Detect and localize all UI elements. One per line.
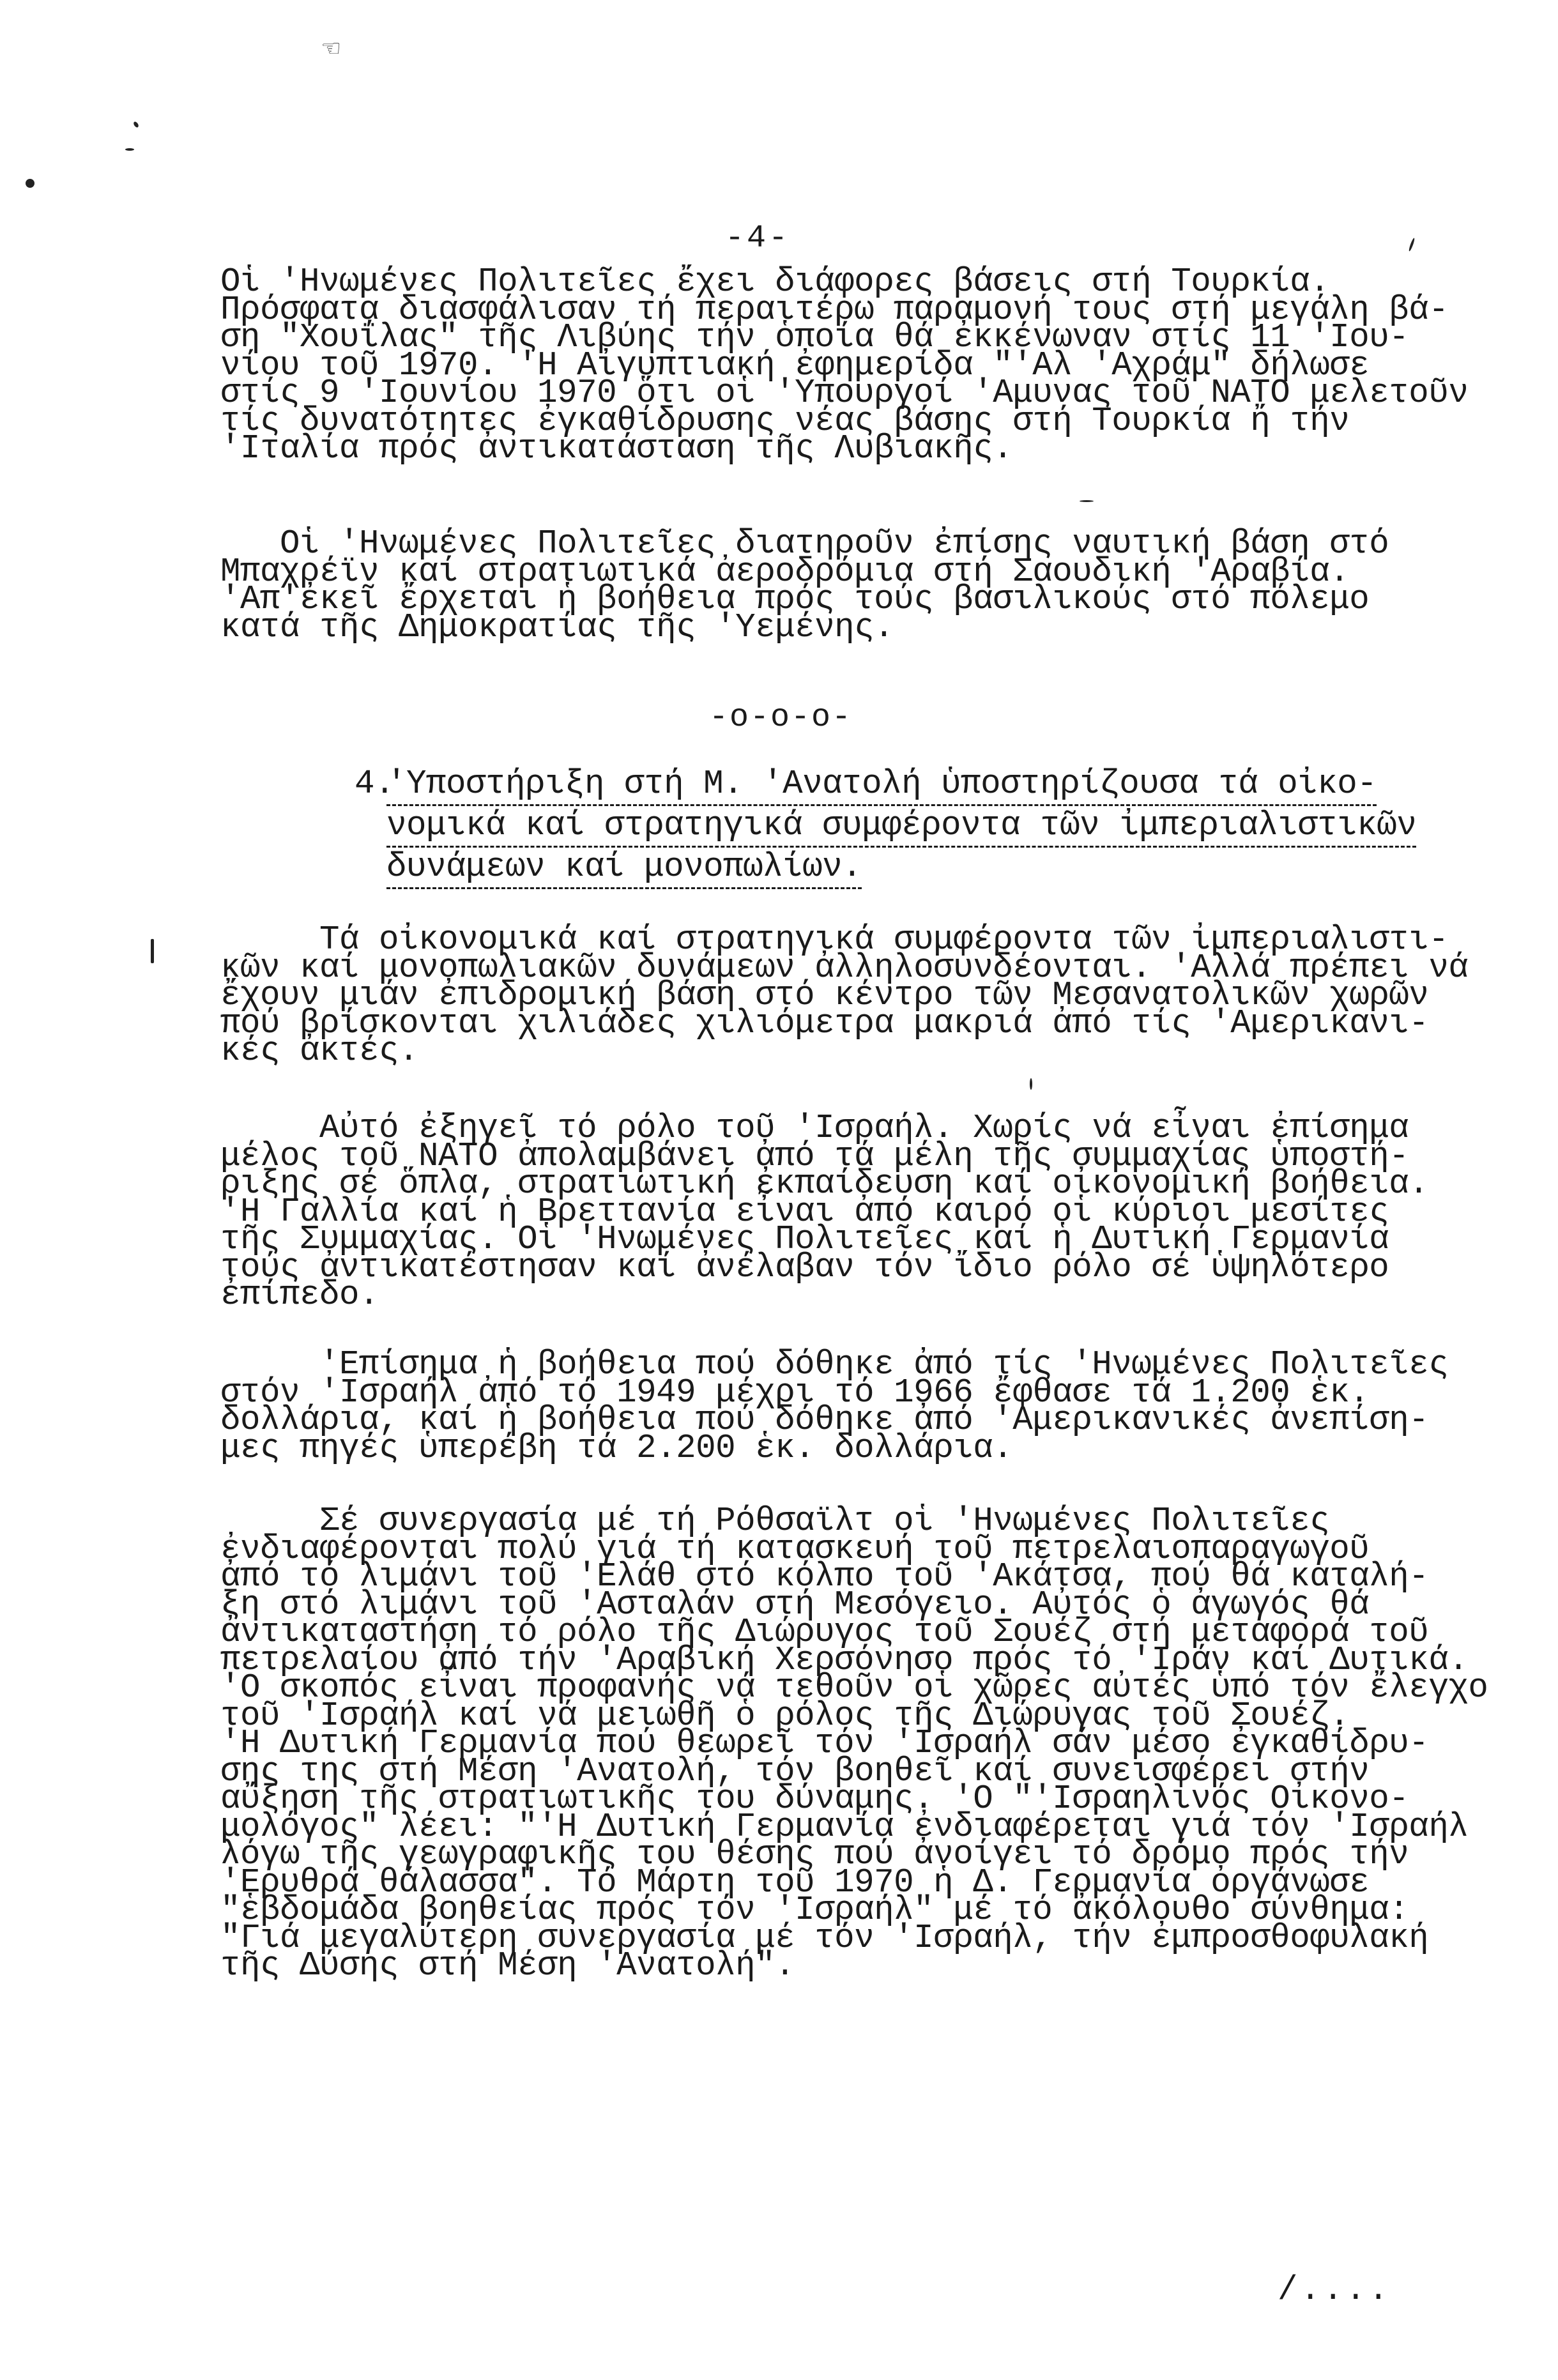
section-heading-line: νομικά καί στρατηγικά συμφέροντα τῶν ἰμπεριαλιστικῶν: [386, 806, 1416, 848]
section-separator: -o-o-o-: [709, 699, 853, 736]
pointing-hand-mark-icon: ☜: [323, 34, 340, 66]
continuation-mark: /....: [1278, 2271, 1391, 2309]
section-number: 4.: [355, 765, 395, 803]
paragraph: Οἱ 'Ηνωμένες Πολιτεῖες διατηροῦν ἐπίσης ναυτική βάση στό Μπαχρέϊν καί στρατιωτικά ἀεροδρόμια στή Σαουδική 'Αραβία. 'Απ'ἐκεῖ ἔρχεται ἡ βοήθεια πρός τούς βασιλικούς στό πόλεμο κατά τῆς Δημοκρατίας τῆς 'Υεμένης.: [220, 524, 1389, 646]
ink-speck: [1408, 238, 1415, 252]
ink-speck: [26, 179, 34, 188]
paragraph: 'Επίσημα ἡ βοήθεια πού δόθηκε ἀπό τίς 'Ηνωμένες Πολιτεῖες στόν 'Ισραήλ ἀπό τό 1949 μέχρι τό 1966 ἔφθασε τά 1.200 ἑκ. δολλάρια, καί ἡ βοήθεια πού δόθηκε ἀπό 'Αμερικανικές ἀνεπίση- μες πηγές ὑπερέβη τά 2.200 ἑκ. δολλάρια.: [220, 1345, 1449, 1467]
paragraph: Οἱ 'Ηνωμένες Πολιτεῖες ἔχει διάφορες βάσεις στή Τουρκία. Πρόσφατα διασφάλισαν τή περαιτέρω παραμονή τους στή μεγάλη βά- ση "Χουΐλας" τῆς Λιβύης τήν ὁποία θά ἐκκένωναν στίς 11 'Ιου- νίου τοῦ 1970. 'Η Αἰγυπτιακή ἐφημερίδα "'Αλ 'Αχράμ" δήλωσε στίς 9 'Ιουνίου 1970 ὅτι οἱ 'Υπουργοί 'Αμυνας τοῦ ΝΑΤΟ μελετοῦν τίς δυνατότητες ἐγκαθίδρυσης νέας βάσης στή Τουρκία ἤ τήν 'Ιταλία πρός ἀντικατάσταση τῆς Λυβιακῆς.: [220, 263, 1469, 468]
ink-speck: [1030, 1078, 1032, 1090]
ink-speck: [125, 148, 134, 151]
paragraph: Αὐτό ἐξηγεῖ τό ρόλο τοῦ 'Ισραήλ. Χωρίς νά εἶναι ἐπίσημα μέλος τοῦ ΝΑΤΟ ἀπολαμβάνει ἀπό τά μέλη τῆς συμμαχίας ὑποστή- ριξης σέ ὅπλα, στρατιωτική ἐκπαίδευση καί οἰκονομική βοήθεια. 'Η Γαλλία καί ἡ Βρεττανία εἶναι ἀπό καιρό οἱ κύριοι μεσίτες τῆς Συμμαχίας. Οἱ 'Ηνωμένες Πολιτεῖες καί ἡ Δυτική Γερμανία τούς ἀντικατέστησαν καί ἀνέλαβαν τόν ἴδιο ρόλο σέ ὑψηλότερο ἐπίπεδο.: [220, 1109, 1429, 1314]
ink-speck: [133, 121, 140, 128]
paragraph: Τά οἰκονομικά καί στρατηγικά συμφέροντα τῶν ἰμπεριαλιστι- κῶν καί μονοπωλιακῶν δυνάμεων ἀλληλοσυνδέονται. 'Αλλά πρέπει νά ἔχουν μιάν ἐπιδρομική βάση στό κέντρο τῶν Μεσανατολικῶν χωρῶν πού βρίσκονται χιλιάδες χιλιόμετρα μακριά ἀπό τίς 'Αμερικανι- κές ἀκτές.: [220, 920, 1469, 1070]
section-heading-line: 'Υποστήριξη στή Μ. 'Ανατολή ὑποστηρίζουσα τά οἰκο-: [386, 765, 1377, 806]
margin-mark: [151, 939, 154, 963]
page-number: -4-: [725, 220, 791, 257]
ink-speck: [1080, 500, 1094, 502]
section-heading: [386, 763, 1472, 888]
paragraph: Σέ συνεργασία μέ τή Ρόθσαϊλτ οἱ 'Ηνωμένες Πολιτεῖες ἐνδιαφέρονται πολύ γιά τή κατασκευή τοῦ πετρελαιοπαραγωγοῦ ἀπό τό λιμάνι τοῦ 'Ελάθ στό κόλπο τοῦ 'Ακάτσα, πού θά καταλή- ξη στό λιμάνι τοῦ 'Ασταλάν στή Μεσόγειο. Αὐτός ὁ ἀγωγός θά ἀντικαταστήση τό ρόλο τῆς Διώρυγος τοῦ Σουέζ στή μεταφορά τοῦ πετρελαίου ἀπό τήν 'Αραβική Χερσόνησο πρός τό 'Ιράν καί Δυτικά. 'Ο σκοπός εἶναι προφανής νά τεθοῦν οἱ χῶρες αὐτές ὑπό τόν ἔλεγχο τοῦ 'Ισραήλ καί νά μειωθῆ ὁ ρόλος τῆς Διώρυγας τοῦ Σουέζ. 'Η Δυτική Γερμανία πού θεωρεῖ τόν 'Ισραήλ σάν μέσο ἐγκαθίδρυ- σης της στή Μέση 'Ανατολή, τόν βοηθεῖ καί συνεισφέρει στήν αὔξηση τῆς στρατιωτικῆς του δύναμης. 'Ο "'Ισραηλινός Οἰκονο- μολόγος" λέει: "'Η Δυτική Γερμανία ἐνδιαφέρεται γιά τόν 'Ισραήλ λόγω τῆς γεωγραφικῆς του θέσης πού ἀνοίγει τό δρόμο πρός τήν 'Ερυθρά θάλασσα". Τό Μάρτη τοῦ 1970 ἡ Δ. Γερμανία ὀργάνωσε "ἑβδομάδα βοηθείας πρός τόν 'Ισραήλ" μέ τό ἀκόλουθο σύνθημα: "Γιά μεγαλύτερη συνεργασία μέ τόν 'Ισραήλ, τήν ἐμπροσθοφυλακή τῆς Δύσης στή Μέση 'Ανατολή".: [220, 1502, 1488, 1985]
section-heading-line: δυνάμεων καί μονοπωλίων.: [386, 848, 862, 889]
